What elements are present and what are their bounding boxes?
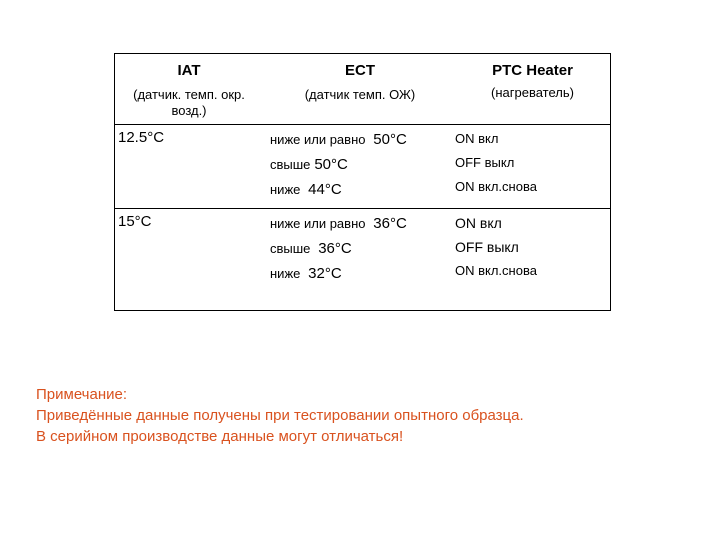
iat-value: 15°C: [118, 213, 152, 230]
header-iat-title: IAT: [177, 62, 201, 79]
note-block: [36, 384, 524, 447]
ect-line: [270, 211, 450, 236]
ect-temp: 36°C: [318, 240, 352, 257]
ptc-cell: [455, 211, 610, 283]
iat-cell: [115, 125, 263, 146]
iat-value: 12.5°C: [118, 129, 165, 146]
temperature-table: [114, 53, 611, 311]
ptc-state: OFF выкл: [455, 239, 519, 255]
ect-line: [270, 236, 450, 261]
iat-cell: [115, 209, 263, 230]
ect-condition: ниже: [270, 266, 301, 281]
ptc-state: OFF выкл: [455, 155, 515, 170]
ect-condition: ниже или равно: [270, 132, 366, 147]
ect-temp: 36°C: [373, 215, 407, 232]
header-ect-title: ECT: [345, 62, 375, 79]
header-iat: [115, 54, 263, 119]
header-ptc-subtitle: (нагреватель): [491, 85, 574, 100]
ect-line: [270, 152, 450, 177]
ect-temp: 50°C: [373, 131, 407, 148]
note-line: В серийном производстве данные могут отличаться!: [36, 428, 404, 445]
ect-temp: 50°C: [314, 156, 348, 173]
header-iat-subtitle: (датчик. темп. окр. возд.): [133, 87, 245, 118]
ect-temp: 32°C: [308, 265, 342, 282]
table-header-row: [115, 54, 610, 124]
ect-condition: свыше: [270, 241, 311, 256]
ect-cell: [270, 127, 450, 202]
ect-temp: 44°C: [308, 181, 342, 198]
ect-line: [270, 127, 450, 152]
note-title: Примечание:: [36, 386, 127, 403]
header-ptc-title: PTC Heater: [492, 62, 573, 79]
ptc-state: ON вкл: [455, 131, 499, 146]
ect-condition: ниже или равно: [270, 216, 366, 231]
header-ect-subtitle: (датчик темп. ОЖ): [304, 87, 416, 102]
table-row: [115, 208, 610, 311]
ect-cell: [270, 211, 450, 286]
ptc-cell: [455, 127, 610, 199]
ptc-state: ON вкл.снова: [455, 179, 537, 194]
ect-condition: ниже: [270, 182, 301, 197]
ptc-state: ON вкл.снова: [455, 263, 537, 278]
table-row: [115, 124, 610, 209]
note-line: Приведённые данные получены при тестировании опытного образца.: [36, 407, 524, 424]
ect-line: [270, 261, 450, 286]
ect-condition: свыше: [270, 157, 311, 172]
ptc-state: ON вкл: [455, 215, 502, 231]
header-ect: [270, 54, 450, 103]
header-ptc: [455, 54, 610, 101]
ect-line: [270, 177, 450, 202]
